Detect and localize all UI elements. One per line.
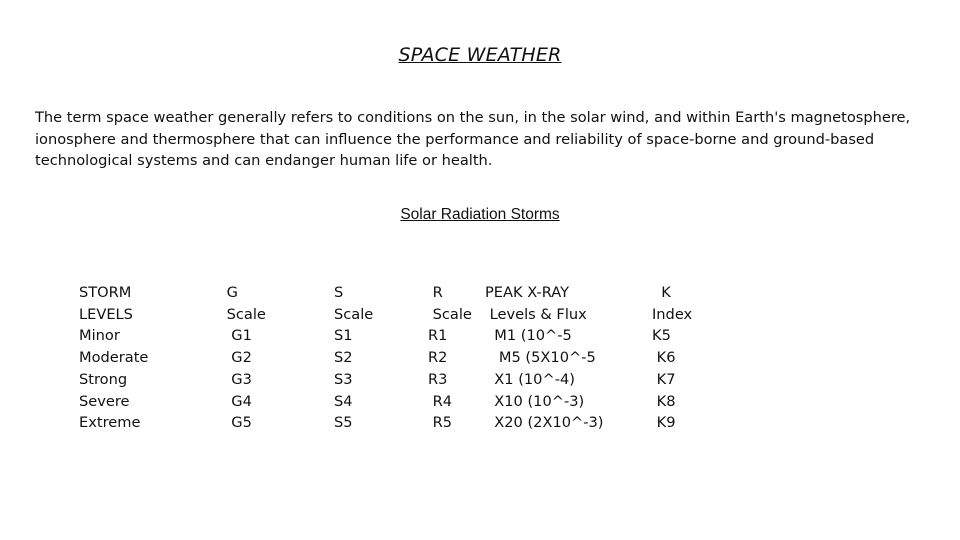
- intro-text-after: -borne and ground-based technological systems and can endanger human life or health.: [35, 130, 875, 169]
- table-cell: R3: [428, 370, 448, 388]
- table-cell: G: [222, 284, 238, 301]
- table-cell: R5: [428, 414, 453, 432]
- intro-text-before: The term: [35, 109, 107, 126]
- table-cell: M1 (10^-5: [485, 327, 572, 345]
- intro-text-middle: generally refers to conditions on the sun, in the solar wind, and within Earth's magnetosphere, ionosphere and thermosphere that can influence the performance and reliability of: [35, 109, 911, 148]
- table-cell: K7: [652, 370, 676, 388]
- table-cell: Minor: [79, 327, 120, 345]
- table-cell: M5 (5X10^-5: [485, 349, 596, 367]
- table-cell: S4: [334, 392, 353, 410]
- table-cell: S5: [334, 414, 353, 432]
- table-cell: Index: [652, 305, 693, 323]
- table-cell: PEAK X-RAY: [485, 284, 570, 301]
- intro-term-2: space: [646, 130, 690, 148]
- table-cell: K8: [652, 392, 676, 410]
- table-cell: Severe: [79, 392, 130, 410]
- table-cell: K9: [652, 414, 676, 432]
- s-scale-column: [334, 282, 373, 434]
- table-cell: R2: [428, 349, 448, 367]
- section-subtitle: Solar Radiation Storms: [400, 206, 560, 223]
- table-cell: R: [428, 284, 443, 301]
- table-cell: STORM: [79, 284, 132, 301]
- table-cell: G3: [222, 370, 252, 388]
- k-index-column: [652, 282, 692, 434]
- table-cell: G4: [222, 392, 252, 410]
- table-cell: Extreme: [79, 414, 141, 432]
- table-cell: S: [334, 284, 344, 301]
- table-cell: R4: [428, 392, 453, 410]
- table-cell: K5: [652, 327, 671, 345]
- table-cell: Strong: [79, 370, 128, 388]
- table-cell: R1: [428, 327, 448, 345]
- storm-levels-column: [79, 282, 148, 434]
- table-cell: LEVELS: [79, 305, 133, 323]
- table-cell: G2: [222, 349, 252, 367]
- table-cell: K: [652, 284, 671, 301]
- table-cell: Levels & Flux: [485, 305, 587, 323]
- intro-term: space weather: [106, 109, 214, 126]
- r-scale-column: [428, 282, 472, 434]
- table-cell: S2: [334, 349, 353, 367]
- table-cell: Scale: [428, 305, 472, 323]
- table-cell: X10 (10^-3): [485, 392, 585, 410]
- table-cell: Scale: [222, 305, 266, 323]
- table-cell: X20 (2X10^-3): [485, 414, 604, 432]
- table-cell: G5: [222, 414, 252, 432]
- table-cell: X1 (10^-4): [485, 370, 575, 388]
- intro-paragraph: [35, 107, 925, 172]
- table-cell: K6: [652, 349, 676, 367]
- table-cell: Scale: [334, 305, 374, 323]
- table-cell: S3: [334, 370, 353, 388]
- peak-xray-column: [485, 282, 604, 434]
- table-cell: G1: [222, 327, 252, 345]
- page-title: SPACE WEATHER: [398, 44, 562, 66]
- g-scale-column: [222, 282, 266, 434]
- table-cell: S1: [334, 327, 353, 345]
- table-cell: Moderate: [79, 349, 149, 367]
